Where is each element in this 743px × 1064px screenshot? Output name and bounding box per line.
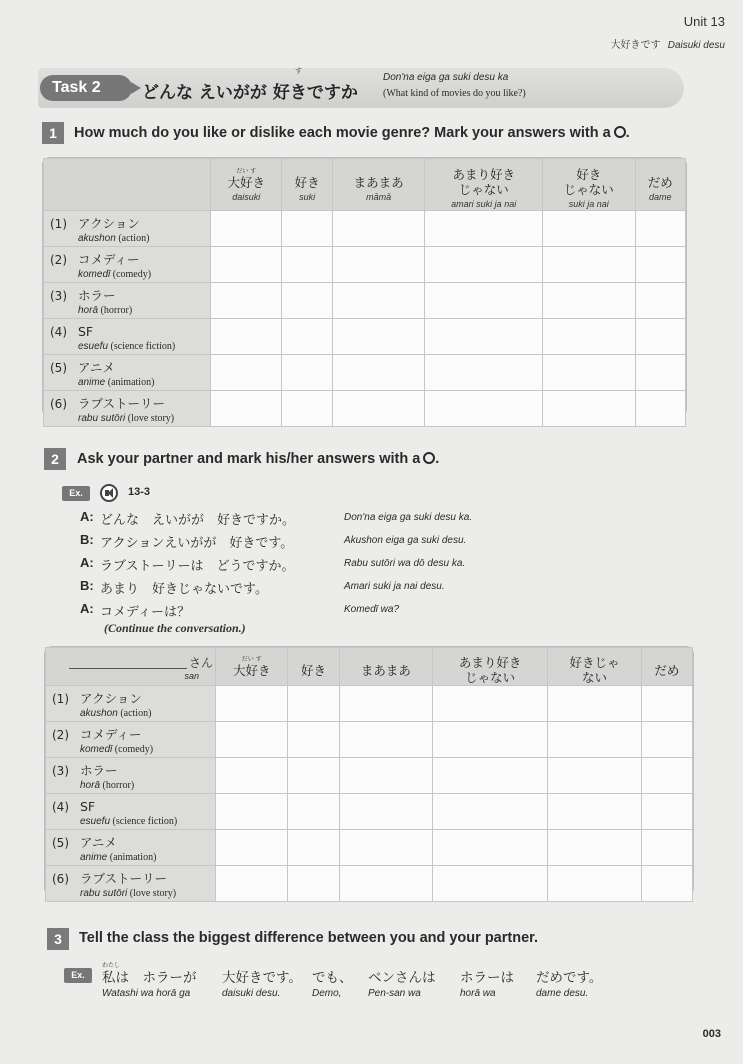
example-badge: Ex.: [62, 486, 90, 501]
answer-cell[interactable]: [282, 247, 332, 283]
answer-cell[interactable]: [641, 830, 692, 866]
genre-row-header: [46, 794, 216, 830]
genre-row-header: [44, 391, 211, 427]
sentence-ruby: [460, 962, 514, 970]
answer-cell[interactable]: [339, 794, 433, 830]
answer-cell[interactable]: [332, 247, 424, 283]
table-row: [46, 866, 693, 902]
dialog-jp: ラブストーリーは どうですか。: [100, 559, 295, 574]
section-2-title: Ask your partner and mark his/her answers with a .: [77, 451, 440, 467]
task-title-roma: Don'na eiga ga suki desu ka: [383, 72, 509, 83]
unit-subtitle-jp: 大好きです: [610, 40, 661, 51]
genre-jp: ラブストーリー: [80, 871, 168, 886]
genre-row-header: [46, 686, 216, 722]
genre-en: (science fiction): [110, 341, 176, 352]
answer-cell[interactable]: [425, 355, 543, 391]
answer-cell[interactable]: [216, 758, 288, 794]
column-ruby: だい す: [236, 167, 257, 175]
circle-mark-icon: [614, 126, 626, 138]
answer-cell[interactable]: [282, 283, 332, 319]
answer-cell[interactable]: [425, 319, 543, 355]
section-1-title: How much do you like or dislike each movie genre? Mark your answers with a .: [74, 125, 630, 141]
answer-cell[interactable]: [339, 686, 433, 722]
sentence-jp: ホラーは: [460, 970, 514, 986]
genre-en: (animation): [107, 377, 155, 388]
table-row: [44, 319, 686, 355]
column-ruby: だい す: [241, 655, 262, 663]
answer-cell[interactable]: [433, 794, 548, 830]
table-header-row: [44, 159, 686, 211]
answer-cell[interactable]: [548, 866, 642, 902]
genre-jp: アニメ: [78, 360, 115, 375]
column-ruby: [290, 656, 336, 663]
genre-number: (6): [52, 872, 69, 886]
sentence-jp: だめです。: [536, 970, 603, 986]
genre-row-header: [44, 319, 211, 355]
san-label: さん: [188, 656, 213, 670]
column-header: [288, 648, 339, 686]
column-label-jp: 好き: [294, 174, 320, 190]
genre-en: (animation): [109, 852, 157, 863]
column-header: [433, 648, 548, 686]
dialog-line: [80, 532, 680, 550]
column-ruby: [435, 648, 545, 655]
answer-cell[interactable]: [543, 355, 635, 391]
column-ruby: [342, 656, 431, 663]
genre-number: (2): [50, 253, 67, 267]
genre-jp: ホラー: [80, 763, 118, 778]
sentence-roma: daisuki desu.: [222, 988, 281, 999]
genre-roma: anime: [78, 377, 106, 388]
dialog-roma: Rabu sutōri wa dō desu ka.: [344, 558, 466, 569]
genre-gloss: [50, 413, 204, 424]
column-label-jp: まあまあ: [360, 662, 411, 678]
column-header: [425, 159, 543, 211]
column-ruby: [638, 168, 684, 175]
sentence-jp: 私は ホラーが: [102, 970, 197, 986]
page-number: 003: [702, 1028, 721, 1040]
genre-roma: horā: [80, 780, 101, 791]
column-label-jp: 好きじゃ ない: [569, 655, 620, 685]
genre-gloss: [52, 708, 209, 719]
genre-jp: SF: [80, 799, 96, 814]
column-label-roma: daisuki: [232, 191, 261, 202]
answer-cell[interactable]: [339, 722, 433, 758]
answer-cell[interactable]: [216, 722, 288, 758]
dialog-line: [80, 601, 680, 619]
dialog-roma: Amari suki ja nai desu.: [344, 581, 445, 592]
section-3-number: 3: [47, 928, 69, 950]
section-3-title: Tell the class the biggest difference between you and your partner.: [79, 930, 539, 946]
genre-row-header: [44, 283, 211, 319]
genre-en: (horror): [100, 305, 133, 316]
answer-cell[interactable]: [216, 794, 288, 830]
answer-cell[interactable]: [332, 211, 424, 247]
genre-number: (3): [50, 289, 67, 303]
task-label: Task 2: [40, 75, 132, 101]
genre-jp: アクション: [78, 216, 140, 231]
answer-cell[interactable]: [282, 391, 332, 427]
column-header: [282, 159, 332, 211]
genre-jp: コメディー: [78, 252, 140, 267]
genre-en: (comedy): [114, 744, 154, 755]
table-corner: [46, 648, 216, 686]
genre-row-header: [46, 758, 216, 794]
genre-gloss: [50, 341, 204, 352]
dialog-speaker: B:: [80, 532, 94, 547]
answer-cell[interactable]: [635, 319, 686, 355]
column-label-jp: あまり好き じゃない: [458, 655, 522, 685]
dialog-jp: あまり 好きじゃないです。: [100, 582, 268, 597]
genre-number: (5): [52, 836, 69, 850]
self-rating-table: [42, 157, 687, 424]
answer-cell[interactable]: [543, 211, 635, 247]
genre-row-header: [44, 247, 211, 283]
table-header-row: [46, 648, 693, 686]
genre-jp: ラブストーリー: [78, 396, 166, 411]
genre-roma: anime: [80, 852, 108, 863]
answer-cell[interactable]: [216, 686, 288, 722]
answer-cell[interactable]: [282, 319, 332, 355]
genre-number: (4): [52, 800, 69, 814]
table-row: [46, 686, 693, 722]
table-row: [44, 283, 686, 319]
table-row: [46, 794, 693, 830]
answer-cell[interactable]: [433, 866, 548, 902]
answer-cell[interactable]: [282, 211, 332, 247]
answer-cell[interactable]: [339, 758, 433, 794]
genre-jp: コメディー: [80, 727, 142, 742]
table-row: [44, 391, 686, 427]
sentence-ruby: [222, 962, 302, 970]
answer-cell[interactable]: [211, 211, 282, 247]
answer-cell[interactable]: [425, 247, 543, 283]
genre-number: (1): [52, 692, 69, 706]
sentence-roma: Watashi wa horā ga: [102, 988, 191, 999]
sentence-roma: Pen-san wa: [368, 988, 421, 999]
answer-cell[interactable]: [635, 211, 686, 247]
unit-label: Unit 13: [683, 14, 725, 29]
answer-cell[interactable]: [211, 319, 282, 355]
genre-gloss: [50, 233, 204, 244]
sentence-jp: ベンさんは: [368, 970, 436, 986]
genre-number: (3): [52, 764, 69, 778]
table-row: [46, 830, 693, 866]
answer-cell[interactable]: [641, 794, 692, 830]
answer-cell[interactable]: [548, 758, 642, 794]
column-label-jp: だめ: [647, 174, 673, 190]
genre-number: (5): [50, 361, 67, 375]
column-header: [339, 648, 433, 686]
genre-en: (love story): [127, 413, 175, 424]
column-header: [641, 648, 692, 686]
genre-number: (2): [52, 728, 69, 742]
section-1-title-text: How much do you like or dislike each movie genre? Mark your answers with a: [74, 125, 611, 141]
genre-row-header: [46, 830, 216, 866]
genre-roma: komedī: [80, 744, 113, 755]
column-label-roma: māmā: [366, 191, 392, 202]
sentence-ruby: [368, 962, 436, 970]
column-label-jp: 好き: [300, 662, 326, 678]
answer-cell[interactable]: [641, 686, 692, 722]
column-ruby: [427, 160, 540, 167]
dialog-speaker: A:: [80, 509, 94, 524]
answer-cell[interactable]: [433, 722, 548, 758]
answer-cell[interactable]: [641, 722, 692, 758]
answer-cell[interactable]: [211, 283, 282, 319]
answer-cell[interactable]: [216, 830, 288, 866]
genre-gloss: [52, 780, 209, 791]
dialog-speaker: A:: [80, 555, 94, 570]
genre-roma: horā: [78, 305, 99, 316]
circle-mark-icon: [423, 452, 435, 464]
audio-icon[interactable]: [100, 484, 118, 502]
genre-number: (6): [50, 397, 67, 411]
column-label-jp: 大好き: [232, 662, 271, 678]
answer-cell[interactable]: [548, 794, 642, 830]
sentence-roma: horā wa: [460, 988, 496, 999]
dialog-jp: どんな えいがが 好きですか。: [100, 513, 296, 528]
answer-cell[interactable]: [433, 758, 548, 794]
column-header: [216, 648, 288, 686]
column-label-roma: amari suki ja nai: [451, 199, 517, 209]
genre-gloss: [52, 852, 209, 863]
genre-gloss: [50, 269, 204, 280]
dialog-jp: アクションえいがが 好きです。: [100, 536, 294, 551]
genre-number: (1): [50, 217, 67, 231]
genre-gloss: [50, 305, 204, 316]
answer-cell[interactable]: [635, 391, 686, 427]
genre-row-header: [46, 722, 216, 758]
answer-cell[interactable]: [433, 686, 548, 722]
answer-cell[interactable]: [211, 355, 282, 391]
genre-roma: esuefu: [78, 341, 109, 352]
dialog-roma: Don'na eiga ga suki desu ka.: [344, 512, 473, 523]
genre-roma: akushon: [78, 233, 116, 244]
sentence-ruby: [536, 962, 602, 970]
genre-jp: ホラー: [78, 288, 116, 303]
answer-cell[interactable]: [425, 283, 543, 319]
column-header: [543, 159, 635, 211]
section-2-number: 2: [44, 448, 66, 470]
sentence-jp: 大好きです。: [222, 970, 302, 986]
column-label-jp: だめ: [654, 662, 680, 678]
genre-gloss: [52, 888, 209, 899]
genre-number: (4): [50, 325, 67, 339]
task-title-en: (What kind of movies do you like?): [383, 88, 526, 99]
task-title-jp: どんな えいがが 好きですか: [142, 83, 358, 103]
answer-cell[interactable]: [211, 391, 282, 427]
example-sentence-part: [368, 962, 436, 999]
sentence-roma: dame desu.: [536, 988, 589, 999]
table-row: [44, 247, 686, 283]
genre-roma: rabu sutōri: [78, 413, 126, 424]
column-label-roma: dame: [648, 191, 672, 202]
answer-cell[interactable]: [288, 866, 339, 902]
answer-cell[interactable]: [543, 319, 635, 355]
dialog-roma: Akushon eiga ga suki desu.: [344, 535, 467, 546]
answer-cell[interactable]: [339, 866, 433, 902]
column-label-roma: suki: [299, 191, 316, 202]
section-2-title-text: Ask your partner and mark his/her answers with a: [77, 451, 421, 467]
genre-jp: アクション: [80, 691, 142, 706]
partner-rating-table: [44, 646, 694, 899]
genre-en: (science fiction): [112, 816, 178, 827]
genre-row-header: [44, 211, 211, 247]
genre-gloss: [50, 377, 204, 388]
column-header: [211, 159, 282, 211]
example-sentence-part: [102, 962, 197, 999]
answer-cell[interactable]: [332, 319, 424, 355]
genre-en: (horror): [102, 780, 135, 791]
dialog-speaker: A:: [80, 601, 94, 616]
answer-cell[interactable]: [433, 830, 548, 866]
answer-cell[interactable]: [543, 247, 635, 283]
answer-cell[interactable]: [332, 391, 424, 427]
table-row: [44, 355, 686, 391]
genre-roma: akushon: [80, 708, 118, 719]
answer-cell[interactable]: [635, 247, 686, 283]
dialog-line: [80, 509, 680, 527]
sentence-ruby: わたし: [102, 962, 121, 969]
unit-subtitle-roma: Daisuki desu: [667, 40, 725, 51]
task-title-ruby: す: [295, 67, 302, 75]
continue-instruction: (Continue the conversation.): [104, 621, 246, 635]
column-label-jp: まあまあ: [353, 174, 404, 190]
genre-gloss: [52, 744, 209, 755]
dialog-line: [80, 578, 680, 596]
answer-cell[interactable]: [282, 355, 332, 391]
section-1-number: 1: [42, 122, 64, 144]
genre-gloss: [52, 816, 209, 827]
unit-subtitle: [611, 36, 725, 51]
genre-row-header: [44, 355, 211, 391]
answer-cell[interactable]: [211, 247, 282, 283]
column-ruby: [644, 656, 690, 663]
genre-en: (action): [120, 708, 152, 719]
table-row: [44, 211, 686, 247]
answer-cell[interactable]: [288, 758, 339, 794]
column-header: [635, 159, 686, 211]
genre-jp: SF: [78, 324, 94, 339]
example-sentence-part: [222, 962, 302, 999]
answer-cell[interactable]: [641, 758, 692, 794]
column-label-jp: 好き じゃない: [563, 167, 614, 197]
answer-cell[interactable]: [548, 686, 642, 722]
dialog-speaker: B:: [80, 578, 94, 593]
dialog-jp: コメディーは？: [100, 605, 190, 620]
column-label-roma: suki ja nai: [568, 199, 609, 209]
example-badge: Ex.: [64, 968, 92, 983]
sentence-ruby: [312, 962, 353, 970]
sentence-jp: でも、: [312, 970, 353, 986]
answer-cell[interactable]: [288, 686, 339, 722]
column-label-jp: あまり好き じゃない: [452, 167, 515, 197]
dialog-roma: Komedī wa?: [344, 604, 400, 615]
genre-roma: komedī: [78, 269, 111, 280]
audio-track-number: 13-3: [128, 486, 151, 498]
column-ruby: [550, 648, 639, 655]
answer-cell[interactable]: [332, 283, 424, 319]
answer-cell[interactable]: [425, 391, 543, 427]
genre-roma: esuefu: [80, 816, 111, 827]
partner-name-blank[interactable]: [69, 657, 187, 669]
san-roma: san: [184, 671, 199, 681]
answer-cell[interactable]: [635, 355, 686, 391]
answer-cell[interactable]: [635, 283, 686, 319]
answer-cell[interactable]: [332, 355, 424, 391]
genre-roma: rabu sutōri: [80, 888, 128, 899]
column-label-jp: 大好き: [227, 174, 265, 190]
example-sentence-part: [460, 962, 514, 999]
genre-en: (comedy): [112, 269, 152, 280]
answer-cell[interactable]: [288, 830, 339, 866]
table-row: [46, 758, 693, 794]
column-ruby: [335, 168, 422, 175]
answer-cell[interactable]: [641, 866, 692, 902]
example-sentence-part: [312, 962, 353, 999]
column-ruby: [545, 160, 632, 167]
answer-cell[interactable]: [548, 830, 642, 866]
genre-en: (action): [118, 233, 150, 244]
answer-cell[interactable]: [288, 722, 339, 758]
dialog-line: [80, 555, 680, 573]
genre-jp: アニメ: [80, 835, 117, 850]
answer-cell[interactable]: [339, 830, 433, 866]
table-row: [46, 722, 693, 758]
example-sentence-part: [536, 962, 602, 999]
genre-en: (love story): [129, 888, 177, 899]
answer-cell[interactable]: [543, 283, 635, 319]
answer-cell[interactable]: [425, 211, 543, 247]
column-ruby: [284, 168, 329, 175]
answer-cell[interactable]: [548, 722, 642, 758]
answer-cell[interactable]: [543, 391, 635, 427]
answer-cell[interactable]: [216, 866, 288, 902]
column-header: [548, 648, 642, 686]
sentence-roma: Demo,: [312, 988, 342, 999]
table-corner: [44, 159, 211, 211]
genre-row-header: [46, 866, 216, 902]
column-header: [332, 159, 424, 211]
answer-cell[interactable]: [288, 794, 339, 830]
